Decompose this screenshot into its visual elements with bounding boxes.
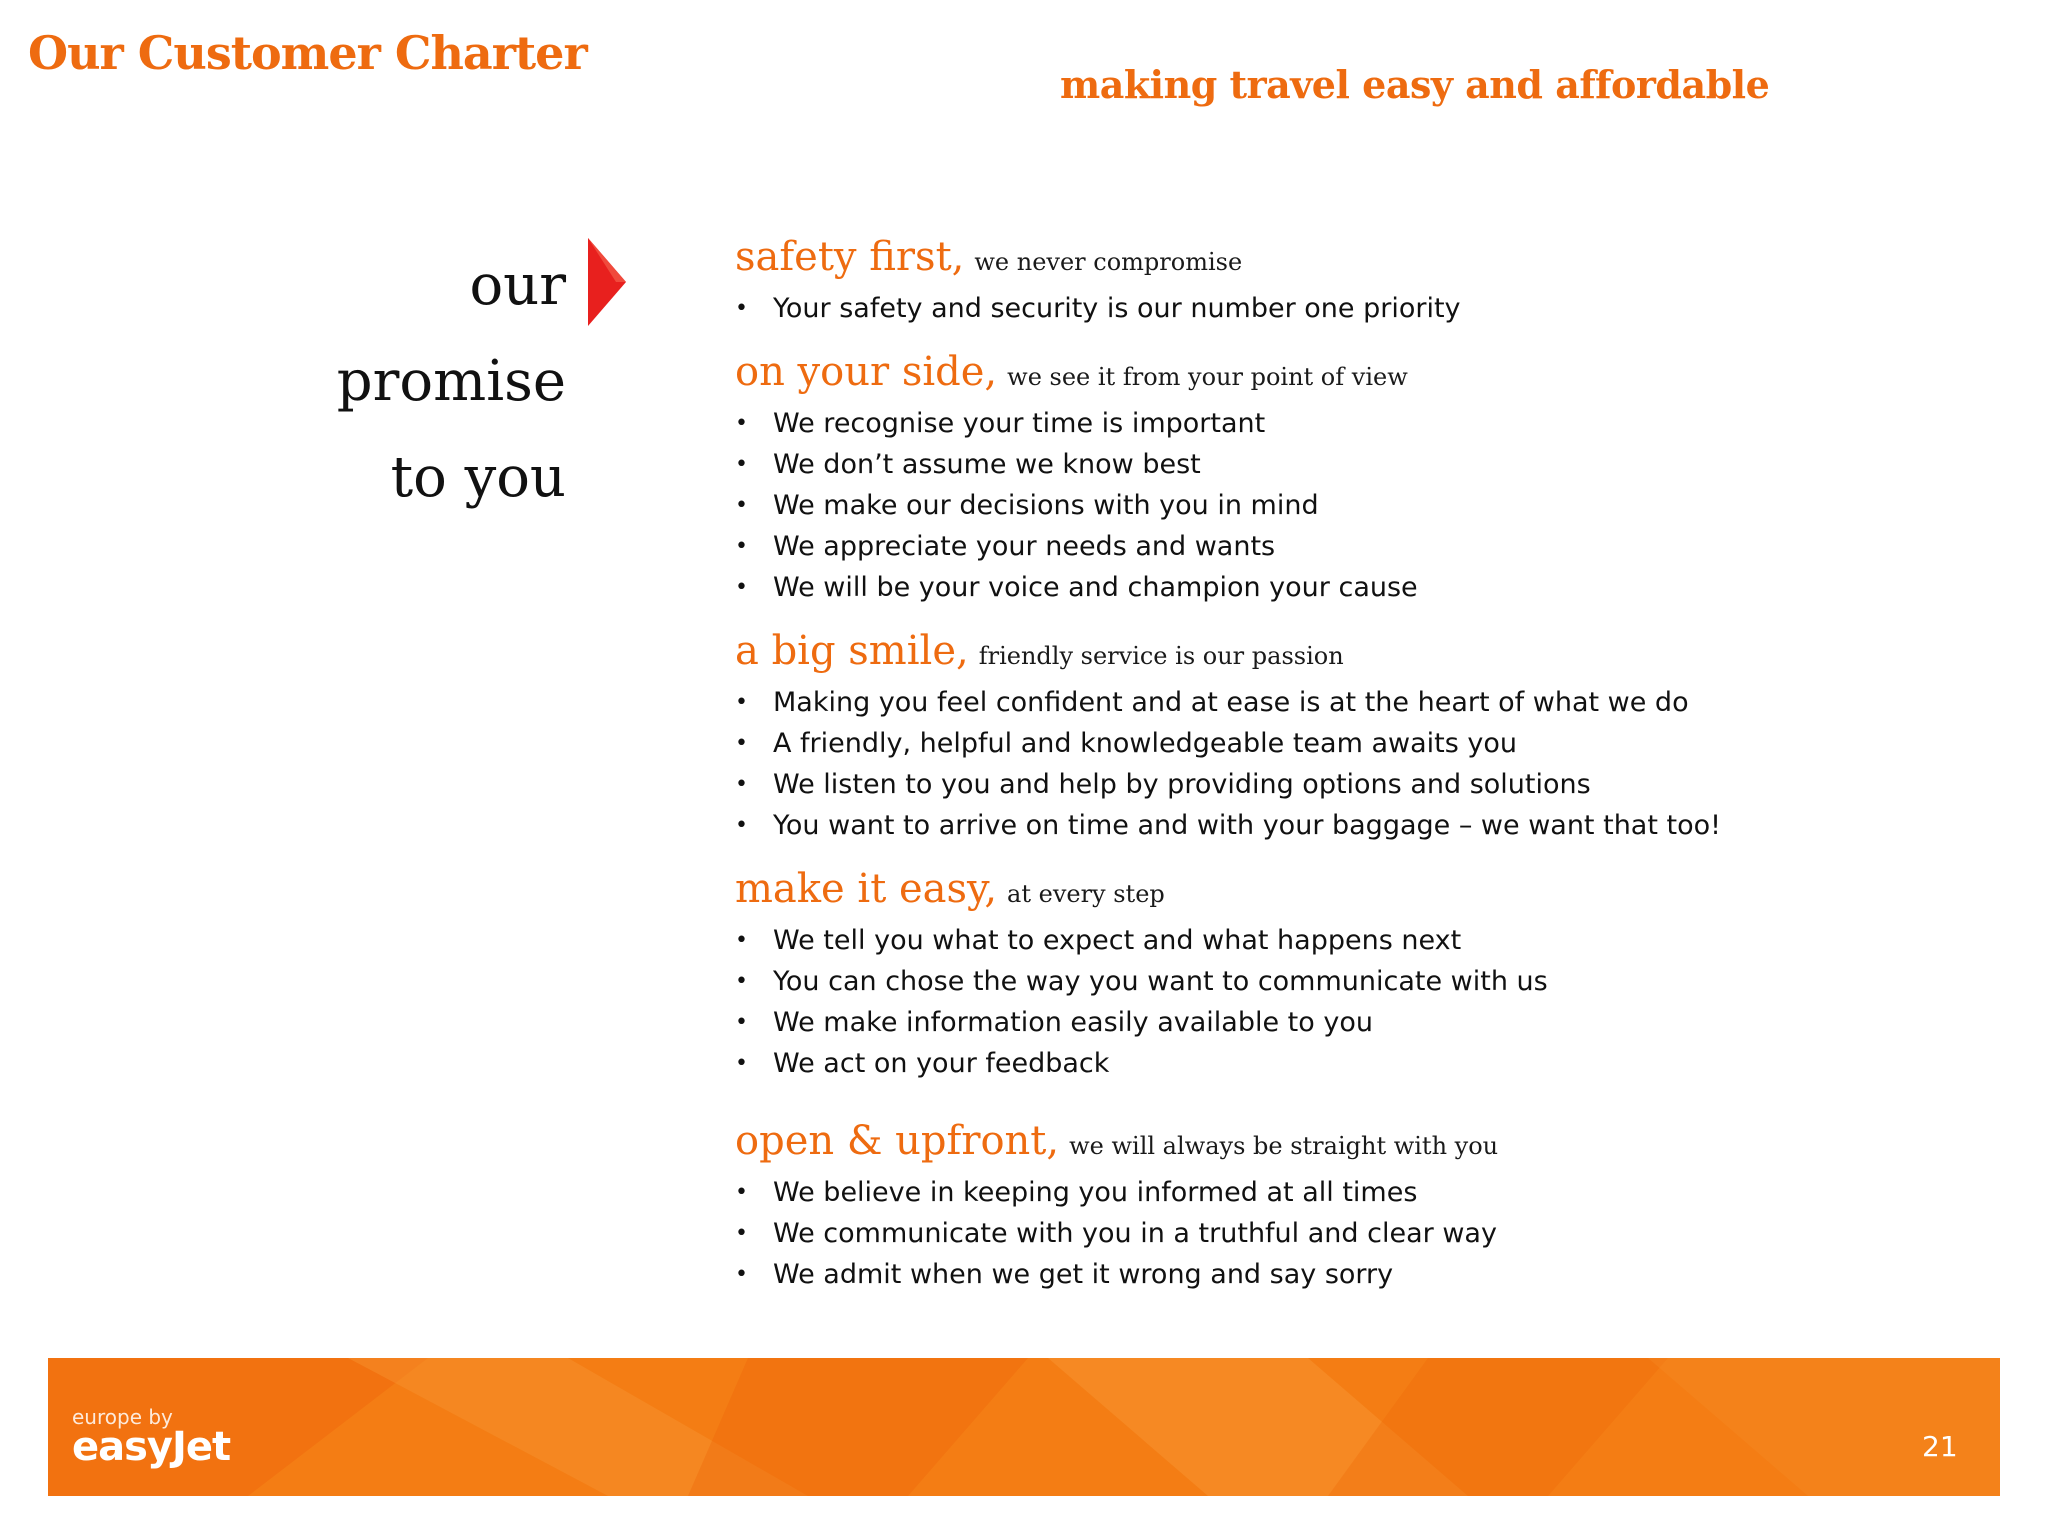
promise-block	[246, 238, 566, 526]
list-item-text: We tell you what to expect and what happens next	[773, 925, 1462, 956]
section-heading	[735, 1110, 1735, 1172]
list-item-text: You can chose the way you want to communicate with us	[773, 966, 1548, 997]
bullet-list	[735, 682, 1735, 846]
list-item	[735, 1002, 1735, 1043]
list-item	[735, 805, 1735, 846]
heading-subtitle: at every step	[1007, 880, 1165, 908]
bullet-icon: •	[735, 813, 748, 838]
bullet-icon: •	[735, 1262, 748, 1287]
list-item-text: We make information easily available to you	[773, 1007, 1373, 1038]
section-heading	[735, 226, 1735, 288]
bullet-icon: •	[735, 493, 748, 518]
list-item	[735, 723, 1735, 764]
heading-title: safety first,	[735, 234, 965, 280]
heading-title: on your side,	[735, 349, 998, 395]
list-item-text: We make our decisions with you in mind	[773, 490, 1319, 521]
list-item	[735, 444, 1735, 485]
list-item-text: We admit when we get it wrong and say sorry	[773, 1259, 1394, 1290]
list-item	[735, 288, 1735, 329]
section-make-it-easy	[735, 858, 1735, 1084]
list-item	[735, 764, 1735, 805]
bullet-icon: •	[735, 1010, 748, 1035]
list-item	[735, 526, 1735, 567]
promise-line: to you	[390, 445, 566, 510]
list-item-text: A friendly, helpful and knowledgeable team awaits you	[773, 728, 1517, 759]
list-item	[735, 403, 1735, 444]
list-item	[735, 1172, 1735, 1213]
list-item-text: We act on your feedback	[773, 1048, 1110, 1079]
list-item-text: Making you feel confident and at ease is at the heart of what we do	[773, 687, 1689, 718]
list-item	[735, 961, 1735, 1002]
bullet-icon: •	[735, 411, 748, 436]
heading-title: open & upfront,	[735, 1118, 1060, 1164]
list-item-text: We believe in keeping you informed at all times	[773, 1177, 1418, 1208]
easyjet-logo	[72, 1405, 231, 1470]
list-item-text: We will be your voice and champion your cause	[773, 572, 1418, 603]
list-item-text: We communicate with you in a truthful and clear way	[773, 1218, 1497, 1249]
section-heading	[735, 858, 1735, 920]
logo-tagline: europe by	[72, 1405, 173, 1429]
section-a-big-smile	[735, 620, 1735, 846]
promise-line: our	[469, 253, 566, 318]
list-item	[735, 567, 1735, 608]
heading-subtitle: we will always be straight with you	[1069, 1132, 1499, 1160]
list-item	[735, 682, 1735, 723]
list-item-text: You want to arrive on time and with your baggage – we want that too!	[773, 810, 1721, 841]
page-tagline: making travel easy and affordable	[1060, 62, 1770, 107]
list-item-text: We appreciate your needs and wants	[773, 531, 1276, 562]
bullet-icon: •	[735, 534, 748, 559]
bullet-icon: •	[735, 452, 748, 477]
charter-content	[735, 226, 1735, 1307]
list-item	[735, 485, 1735, 526]
red-arrow-icon	[586, 238, 626, 326]
section-open-upfront	[735, 1110, 1735, 1295]
list-item	[735, 1254, 1735, 1295]
logo-wordmark: easyJet	[72, 1424, 231, 1470]
bullet-icon: •	[735, 1221, 748, 1246]
footer-pattern	[48, 1358, 2000, 1496]
bullet-icon: •	[735, 1051, 748, 1076]
list-item	[735, 920, 1735, 961]
bullet-icon: •	[735, 575, 748, 600]
bullet-list	[735, 920, 1735, 1084]
page-title: Our Customer Charter	[28, 26, 587, 80]
list-item-text: We don’t assume we know best	[773, 449, 1201, 480]
bullet-list	[735, 1172, 1735, 1295]
list-item-text: Your safety and security is our number one priority	[773, 293, 1461, 324]
bullet-icon: •	[735, 731, 748, 756]
footer-band	[48, 1358, 2000, 1496]
heading-subtitle: friendly service is our passion	[978, 642, 1344, 670]
section-heading	[735, 620, 1735, 682]
section-heading	[735, 341, 1735, 403]
bullet-list	[735, 288, 1735, 329]
bullet-icon: •	[735, 772, 748, 797]
bullet-list	[735, 403, 1735, 608]
bullet-icon: •	[735, 690, 748, 715]
bullet-icon: •	[735, 296, 748, 321]
section-safety-first	[735, 226, 1735, 329]
list-item	[735, 1043, 1735, 1084]
list-item	[735, 1213, 1735, 1254]
section-on-your-side	[735, 341, 1735, 608]
heading-title: make it easy,	[735, 866, 998, 912]
list-item-text: We recognise your time is important	[773, 408, 1266, 439]
page-number: 21	[1922, 1430, 1958, 1463]
list-item-text: We listen to you and help by providing options and solutions	[773, 769, 1591, 800]
bullet-icon: •	[735, 928, 748, 953]
promise-line: promise	[336, 349, 566, 414]
bullet-icon: •	[735, 969, 748, 994]
heading-subtitle: we see it from your point of view	[1007, 363, 1408, 391]
heading-title: a big smile,	[735, 628, 969, 674]
bullet-icon: •	[735, 1180, 748, 1205]
heading-subtitle: we never compromise	[974, 248, 1243, 276]
